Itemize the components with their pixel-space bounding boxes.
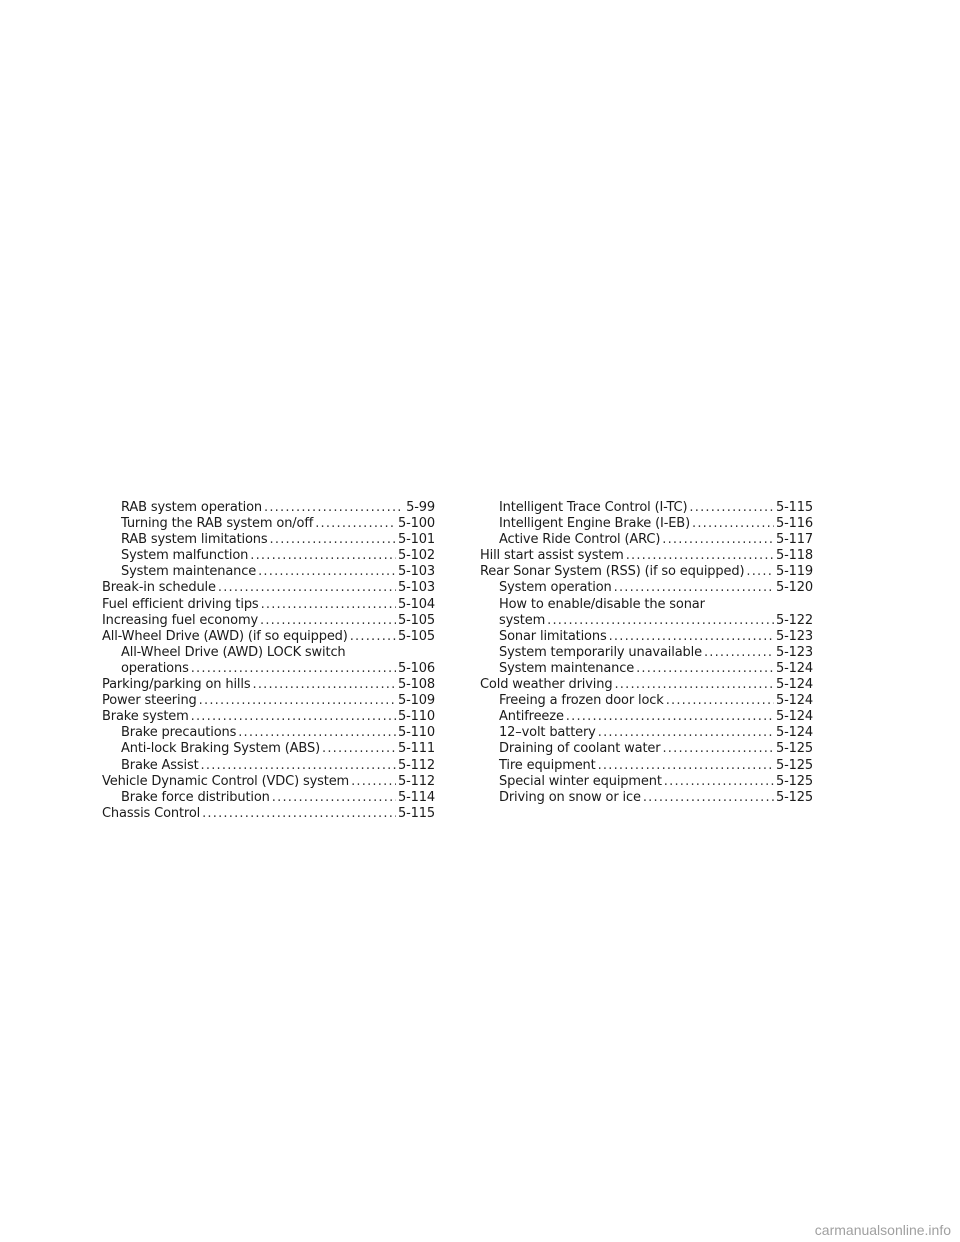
toc-entry-title: Freeing a frozen door lock bbox=[499, 693, 664, 709]
dot-leader bbox=[322, 741, 396, 757]
toc-entry[interactable] bbox=[480, 629, 813, 645]
dot-leader bbox=[662, 532, 774, 548]
dot-leader bbox=[746, 564, 774, 580]
toc-entry[interactable] bbox=[480, 677, 813, 693]
toc-entry-title: Sonar limitations bbox=[499, 628, 607, 644]
toc-entry-title: System temporarily unavailable bbox=[499, 644, 702, 660]
toc-entry-page: 5-125 bbox=[775, 757, 813, 773]
toc-entry-page: 5-103 bbox=[397, 580, 435, 596]
toc-entry-title: All-Wheel Drive (AWD) LOCK switch bbox=[121, 644, 346, 660]
toc-entry-title: Draining of coolant water bbox=[499, 741, 661, 757]
toc-entry-page: 5-103 bbox=[397, 564, 435, 580]
dot-leader bbox=[689, 500, 774, 516]
toc-entry[interactable] bbox=[102, 677, 435, 693]
dot-leader bbox=[609, 629, 774, 645]
dot-leader bbox=[662, 741, 774, 757]
toc-entry-page: 5-124 bbox=[775, 660, 813, 676]
toc-entry-title: System maintenance bbox=[121, 564, 257, 580]
dot-leader bbox=[666, 693, 774, 709]
toc-entry[interactable] bbox=[480, 548, 813, 564]
dot-leader bbox=[626, 548, 774, 564]
toc-entry-page: 5-104 bbox=[397, 596, 435, 612]
toc-entry-page: 5-122 bbox=[775, 612, 813, 628]
toc-entry-title: operations bbox=[121, 660, 189, 676]
toc-entry-page: 5-115 bbox=[775, 500, 813, 515]
dot-leader bbox=[250, 548, 396, 564]
toc-column-left bbox=[102, 500, 435, 822]
dot-leader bbox=[202, 806, 396, 822]
toc-entry-title: 12–volt battery bbox=[499, 725, 596, 741]
toc-entry[interactable] bbox=[102, 580, 435, 596]
toc-entry-title: Hill start assist system bbox=[480, 548, 624, 564]
toc-entry-title: Special winter equipment bbox=[499, 773, 662, 789]
dot-leader bbox=[664, 774, 774, 790]
toc-entry[interactable] bbox=[480, 693, 813, 709]
dot-leader bbox=[238, 725, 396, 741]
toc-entry-page: 5-114 bbox=[397, 789, 435, 805]
toc-entry[interactable] bbox=[102, 532, 435, 548]
dot-leader bbox=[351, 774, 396, 790]
toc-entry-title: Cold weather driving bbox=[480, 677, 613, 693]
toc-entry-title: Intelligent Trace Control (I-TC) bbox=[499, 500, 688, 515]
toc-entry[interactable] bbox=[480, 774, 813, 790]
dot-leader bbox=[264, 500, 404, 516]
toc-entry-title: Brake precautions bbox=[121, 725, 237, 741]
dot-leader bbox=[191, 661, 396, 677]
toc-entry[interactable] bbox=[480, 741, 813, 757]
toc-entry-page: 5-124 bbox=[775, 677, 813, 693]
dot-leader bbox=[566, 709, 774, 725]
dot-leader bbox=[258, 564, 396, 580]
dot-leader bbox=[270, 532, 396, 548]
toc-entry[interactable] bbox=[102, 774, 435, 790]
toc-entry[interactable] bbox=[102, 661, 435, 677]
dot-leader bbox=[643, 790, 774, 806]
dot-leader bbox=[692, 516, 774, 532]
toc-entry-page: 5-124 bbox=[775, 693, 813, 709]
dot-leader bbox=[598, 758, 774, 774]
toc-entry-title: RAB system limitations bbox=[121, 532, 268, 548]
toc-entry[interactable] bbox=[480, 532, 813, 548]
toc-entry-title: Anti-lock Braking System (ABS) bbox=[121, 741, 320, 757]
toc-entry-page: 5-120 bbox=[775, 580, 813, 596]
toc-entry-title: All-Wheel Drive (AWD) (if so equipped) bbox=[102, 628, 348, 644]
toc-entry-page: 5-118 bbox=[775, 548, 813, 564]
toc-entry[interactable] bbox=[102, 613, 435, 629]
toc-entry-page: 5-100 bbox=[397, 516, 435, 532]
toc-entry-page: 5-124 bbox=[775, 709, 813, 725]
dot-leader bbox=[252, 677, 395, 693]
toc-entry[interactable] bbox=[102, 629, 435, 645]
toc-entry-title: System maintenance bbox=[499, 660, 635, 676]
toc-entry-page: 5-123 bbox=[775, 644, 813, 660]
toc-entry-page: 5-110 bbox=[397, 709, 435, 725]
toc-entry[interactable] bbox=[102, 516, 435, 532]
toc-entry-page: 5-117 bbox=[775, 532, 813, 548]
toc-entry[interactable] bbox=[102, 500, 435, 516]
toc-entry-page: 5-111 bbox=[397, 741, 435, 757]
toc-entry[interactable] bbox=[480, 564, 813, 580]
toc-entry[interactable] bbox=[480, 790, 813, 806]
toc-entry-page: 5-112 bbox=[397, 773, 435, 789]
toc-entry-page: 5-112 bbox=[397, 757, 435, 773]
dot-leader bbox=[191, 709, 396, 725]
toc-entry-title: Brake Assist bbox=[121, 757, 199, 773]
toc-entry-title: Rear Sonar System (RSS) (if so equipped) bbox=[480, 564, 745, 580]
toc-entry[interactable] bbox=[480, 758, 813, 774]
toc-entry-title: Brake system bbox=[102, 709, 189, 725]
toc-entry[interactable] bbox=[102, 564, 435, 580]
toc-entry-title: Fuel efficient driving tips bbox=[102, 596, 259, 612]
toc-entry-title: Driving on snow or ice bbox=[499, 789, 641, 805]
toc-entry-title: Chassis Control bbox=[102, 805, 201, 821]
toc-entry[interactable] bbox=[480, 661, 813, 677]
toc-entry-page: 5-108 bbox=[397, 677, 435, 693]
toc-entry-page: 5-125 bbox=[775, 773, 813, 789]
toc-entry-title: Break-in schedule bbox=[102, 580, 216, 596]
toc-entry-title: Antifreeze bbox=[499, 709, 564, 725]
toc-entry-page: 5-105 bbox=[397, 628, 435, 644]
dot-leader bbox=[704, 645, 774, 661]
toc-entry-title: Increasing fuel economy bbox=[102, 612, 259, 628]
dot-leader bbox=[218, 580, 396, 596]
toc-entry-page: 5-124 bbox=[775, 725, 813, 741]
dot-leader bbox=[261, 597, 396, 613]
toc-entry[interactable] bbox=[102, 548, 435, 564]
toc-entry-title: System operation bbox=[499, 580, 612, 596]
toc-entry-page: 5-119 bbox=[775, 564, 813, 580]
dot-leader bbox=[315, 516, 396, 532]
toc-entry[interactable] bbox=[480, 613, 813, 629]
dot-leader bbox=[547, 613, 774, 629]
dot-leader bbox=[272, 790, 396, 806]
toc-entry[interactable] bbox=[102, 597, 435, 613]
toc-entry-title: Parking/parking on hills bbox=[102, 677, 251, 693]
toc-entry[interactable] bbox=[480, 500, 813, 516]
toc-entry-page: 5-125 bbox=[775, 789, 813, 805]
toc-entry-title: RAB system operation bbox=[121, 500, 262, 515]
toc-entry-title: Tire equipment bbox=[499, 757, 596, 773]
footer-watermark: carmanualsonline.info bbox=[814, 1222, 951, 1238]
toc-entry-page: 5-109 bbox=[397, 693, 435, 709]
toc-entry[interactable] bbox=[102, 758, 435, 774]
toc-entry-page: 5-125 bbox=[775, 741, 813, 757]
dot-leader bbox=[201, 758, 396, 774]
toc-entry-title: Vehicle Dynamic Control (VDC) system bbox=[102, 773, 350, 789]
toc-entry-title: Brake force distribution bbox=[121, 789, 270, 805]
toc-entry-title: Power steering bbox=[102, 693, 197, 709]
toc-entry-page: 5-101 bbox=[397, 532, 435, 548]
dot-leader bbox=[636, 661, 774, 677]
dot-leader bbox=[350, 629, 396, 645]
toc-entry[interactable] bbox=[102, 709, 435, 725]
dot-leader bbox=[614, 677, 774, 693]
toc-entry[interactable] bbox=[102, 725, 435, 741]
toc-entry[interactable] bbox=[102, 693, 435, 709]
dot-leader bbox=[614, 580, 774, 596]
toc-entry[interactable] bbox=[102, 806, 435, 822]
toc-entry-wrap[interactable] bbox=[102, 645, 435, 661]
toc-entry-title: Intelligent Engine Brake (I-EB) bbox=[499, 516, 690, 532]
toc-entry-title: system bbox=[499, 612, 546, 628]
toc-entry-title: How to enable/disable the sonar bbox=[499, 596, 705, 612]
toc-entry-wrap[interactable] bbox=[480, 597, 813, 613]
toc-entry-page: 5-123 bbox=[775, 628, 813, 644]
toc-entry[interactable] bbox=[480, 709, 813, 725]
toc-entry-title: Active Ride Control (ARC) bbox=[499, 532, 661, 548]
toc-entry[interactable] bbox=[102, 790, 435, 806]
toc-entry[interactable] bbox=[480, 725, 813, 741]
toc-entry-page: 5-115 bbox=[397, 805, 435, 821]
toc-entry-page: 5-102 bbox=[397, 548, 435, 564]
dot-leader bbox=[598, 725, 774, 741]
toc-entry-page: 5-116 bbox=[775, 516, 813, 532]
toc-entry-page: 5-99 bbox=[406, 500, 435, 515]
toc-column-right bbox=[480, 500, 813, 806]
dot-leader bbox=[260, 613, 396, 629]
toc-entry-title: System malfunction bbox=[121, 548, 249, 564]
toc-entry-title: Turning the RAB system on/off bbox=[121, 516, 314, 532]
toc-entry[interactable] bbox=[480, 516, 813, 532]
toc-entry[interactable] bbox=[480, 580, 813, 596]
toc-entry-page: 5-106 bbox=[397, 660, 435, 676]
toc-entry[interactable] bbox=[102, 741, 435, 757]
toc-entry-page: 5-110 bbox=[397, 725, 435, 741]
toc-entry-page: 5-105 bbox=[397, 612, 435, 628]
toc-entry[interactable] bbox=[480, 645, 813, 661]
dot-leader bbox=[199, 693, 396, 709]
